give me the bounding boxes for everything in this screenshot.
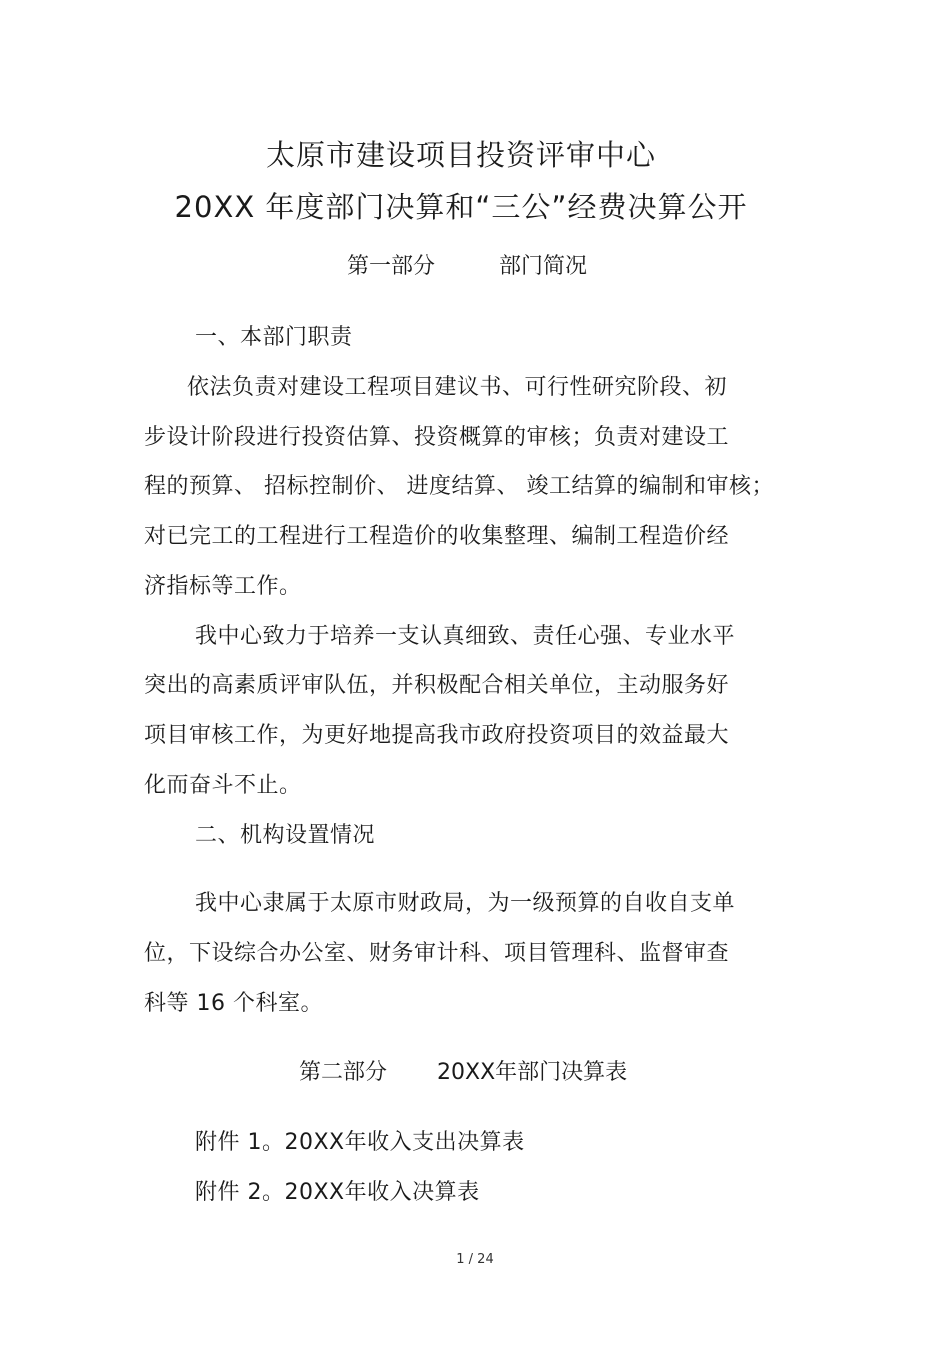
paragraph-line: 位，下设综合办公室、财务审计科、项目管理科、监督审查 <box>144 941 730 966</box>
part2-name: 20XX年部门决算表 <box>437 1060 628 1085</box>
paragraph-line: 步设计阶段进行投资估算、投资概算的审核；负责对建设工 <box>144 425 730 450</box>
paragraph-line: 我中心隶属于太原市财政局，为一级预算的自收自支单 <box>195 891 736 916</box>
page-number: 1 / 24 <box>456 1252 494 1267</box>
paragraph-line: 突出的高素质评审队伍，并积极配合相关单位，主动服务好 <box>144 673 730 698</box>
attachment-item: 附件 2。20XX年收入决算表 <box>195 1180 480 1205</box>
paragraph-line: 程的预算、 招标控制价、 进度结算、 竣工结算的编制和审核； <box>144 474 774 499</box>
part2-label: 第二部分 <box>299 1060 388 1085</box>
paragraph-line: 依法负责对建设工程项目建议书、可行性研究阶段、初 <box>187 375 728 400</box>
part1-label: 第一部分 <box>347 254 436 279</box>
paragraph-line: 对已完工的工程进行工程造价的收集整理、编制工程造价经 <box>144 524 730 549</box>
document-title-line1: 太原市建设项目投资评审中心 <box>265 138 656 172</box>
paragraph-line: 化而奋斗不止。 <box>144 773 302 798</box>
part1-name: 部门简况 <box>499 254 588 279</box>
section2-heading: 二、机构设置情况 <box>195 823 376 848</box>
paragraph-line: 科等 16 个科室。 <box>144 991 323 1016</box>
part2-heading <box>299 1055 627 1086</box>
section1-heading: 一、本部门职责 <box>195 325 353 350</box>
part1-heading <box>347 249 587 280</box>
paragraph-line: 我中心致力于培养一支认真细致、责任心强、专业水平 <box>195 624 736 649</box>
paragraph-line: 济指标等工作。 <box>144 574 302 599</box>
paragraph-line: 项目审核工作，为更好地提高我市政府投资项目的效益最大 <box>144 723 730 748</box>
attachment-item: 附件 1。20XX年收入支出决算表 <box>195 1130 525 1155</box>
document-title-line2: 20XX 年度部门决算和“三公”经费决算公开 <box>174 190 748 224</box>
